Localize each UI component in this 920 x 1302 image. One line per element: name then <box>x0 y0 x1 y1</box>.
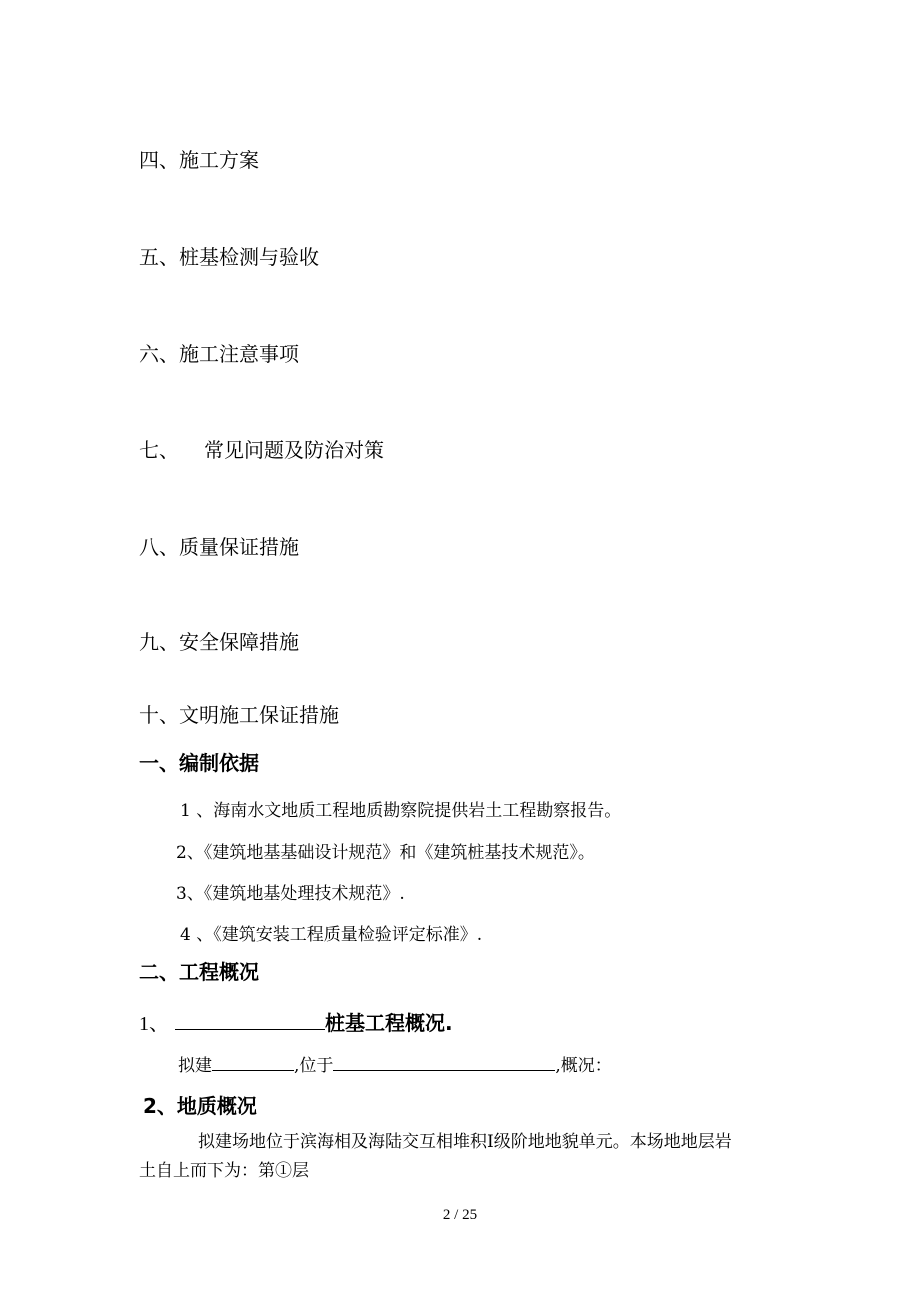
toc-title: 施工方案 <box>179 148 259 172</box>
toc-title: 安全保障措施 <box>179 630 299 654</box>
overview-label: ,概况： <box>555 1056 612 1076</box>
basis-item-2: 2、《建筑地基基础设计规范》和《建筑桩基技术规范》。 <box>176 843 595 863</box>
project-name-blank <box>175 1009 325 1030</box>
section-heading-basis: 一、编制依据 <box>139 751 259 775</box>
toc-title: 质量保证措施 <box>179 535 299 559</box>
toc-number: 八、 <box>139 535 179 559</box>
basis-item-3: 3、《建筑地基处理技术规范》. <box>176 884 405 904</box>
location-blank <box>333 1050 555 1071</box>
toc-title: 施工注意事项 <box>179 342 299 366</box>
toc-item-6 <box>139 341 299 367</box>
proposed-blank <box>212 1050 294 1071</box>
toc-item-5 <box>139 244 319 270</box>
toc-title: 常见问题及防治对策 <box>204 438 384 462</box>
toc-item-10 <box>139 702 339 728</box>
geology-paragraph-line-2: 土自上而下为：第①层 <box>139 1161 309 1181</box>
located-label: ,位于 <box>294 1056 334 1076</box>
toc-number: 九、 <box>139 630 179 654</box>
section-heading-overview: 二、工程概况 <box>139 960 259 984</box>
toc-number: 十、 <box>139 703 179 727</box>
proposed-line <box>178 1050 612 1078</box>
pile-overview-line <box>139 1009 453 1037</box>
toc-item-8 <box>139 534 299 560</box>
toc-number: 七、 <box>139 438 179 462</box>
geology-paragraph-line-1: 拟建场地位于滨海相及海陆交互相堆积I级阶地地貌单元。本场地地层岩 <box>198 1132 732 1152</box>
toc-title: 桩基检测与验收 <box>179 245 319 269</box>
page-number: 2 / 25 <box>442 1207 478 1223</box>
sub-title: 桩基工程概况. <box>325 1011 453 1035</box>
toc-title: 文明施工保证措施 <box>179 703 339 727</box>
basis-item-1: 1 、海南水文地质工程地质勘察院提供岩土工程勘察报告。 <box>180 801 622 821</box>
toc-item-4 <box>139 147 259 173</box>
geology-heading: 2、地质概况 <box>143 1094 257 1118</box>
sub-number: 1、 <box>139 1013 169 1035</box>
toc-number: 五、 <box>139 245 179 269</box>
toc-item-7 <box>139 437 384 463</box>
toc-number: 六、 <box>139 342 179 366</box>
proposed-label: 拟建 <box>178 1056 212 1076</box>
toc-item-9 <box>139 629 299 655</box>
toc-number: 四、 <box>139 148 179 172</box>
basis-item-4: 4 、《建筑安装工程质量检验评定标准》. <box>180 925 483 945</box>
